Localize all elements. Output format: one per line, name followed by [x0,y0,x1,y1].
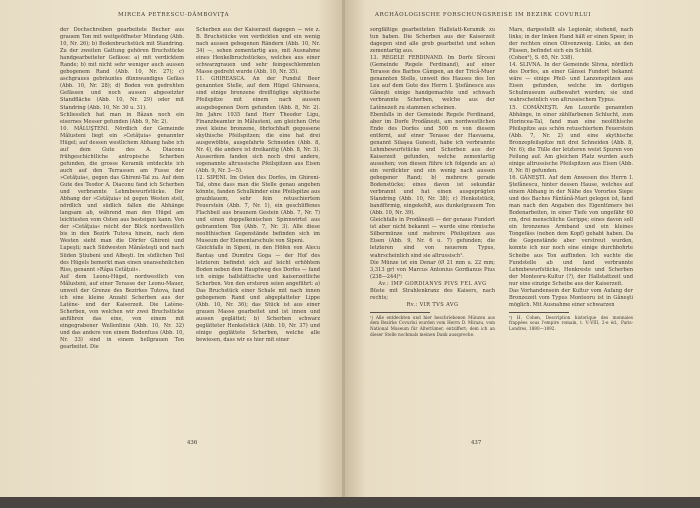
coin-obverse-inscription: Av.: IMP GORDIANVS PIVS FEL AVG [378,280,487,287]
paragraph: Auf dem Leonu-Hügel, nordwestlich von Mălusteni, auf einer Terasse der Leonu-Mauer, unweit der Grenze des Bezirkes Tutova, fand ich eine kleine Anzahl Scherben aus der Latène- und der Kaiserzeit. Die Latène-Scherben, von welchen wir zwei Bruchstücke anführen das eine, von einem mit eingegrabener Wellenlinie (Abb. 10, Nr. 32) und das andere von einem Bodenfuss (Abb. 10, Nr. 33) sind in einem hellgrauen Ton gearbeitet. Die [60,273,184,351]
footnote-rule [509,312,569,313]
paragraph: Gleichfalls in Prodănești — der genaue Fundort ist aber nicht bekannt — wurde eine römische Silbermünze und mehrere Pfeilspitzen aus Eisen (Abb. 9, Nr. 6 u. 7) gefunden; die letzteren sind von neuerem Typus, wahrscheinlich sind sie altrussisch¹. [370,217,495,259]
left-column-2 [196,27,320,432]
footnote-rule [370,312,430,313]
paragraph: sorgfältige gearbeiteten Hallstatt-Keramik zu tun haben. Die Scherben aus der Kaiserzeit dagegen sind alle grob gearbeitet und sehen zementartig aus. [370,27,495,55]
right-column-2 [509,27,633,437]
left-running-head: MIRCEA PETRESCU-DÂMBOVIŢA [118,12,230,18]
left-page [0,0,345,497]
left-page-number: 436 [187,440,198,446]
paragraph: Die Münze ist ein Denar (Ø 21 mm u. 22 mm; 3,313 gr) von Marcus Antonius Gordianus Pius (238—244)²: [370,259,495,280]
paragraph: 13. REGELE FERDINAND. Im Dorfe Sîrceni (Gemeinde Regele Ferdinand), auf einer Terasse des Barbos Câmpen, an der Trică-Muer genannten Stelle, unweit des Hauses des Ion Leu auf dem Gute des Herrn I. Ştefănescu aus Găneşti einige handgemachte und schwach verbrannte Scherben, welche aus der Latènezeit zu stammen scheinen. [370,55,495,111]
paragraph: Mars, dargestellt als Legionär, stehend, nach links; in der linken Hand hält er einen Speer, in der rechten einen Olivenzweig. Links, an den Füssen, befindet sich ein Schild. [509,27,633,55]
paragraph: 14. SLIVNA. In der Gemeinde Slivna, nördlich des Dorfes, an einer Gânsei Fundort bekannt wäre — einige Pfeil- und Lanzenspitzen aus Eisen gefunden, welche im dortigen Schulmuseum aufbewahrt wurden; sie sind wahrscheinlich von altrussischem Typus. [509,62,633,104]
paragraph: Schliesslich hat man in Bâzan noch ein eisernes Messer gefunden (Abb. 9, Nr. 2). [60,111,184,125]
paragraph: 10. MĂLUŞTENI. Nördlich der Gemeinde Mălusteni liegt ein »Cetăţuia« genannter Hügel; auf dessen westlichem Abhang habe ich auf dem Gute des A. Diaconu frühgeschichtliche antropische Scherben gefunden, die grosse Keramik entdeckte ich auch auf den Terrassen am Fusse der »Cetăţuia«, gegen das Ghireni-Tal zu. Auf dem Gute des Teodor A. Diaconu fand ich Scherben und verbrannte Lehmbewurfstücke. Der Abhang der »Cetăţuia« ist gegen Westen steil, nördlich und südlich fallen die Abhänge langsam ab, während man den Hügel am leichtesten vom Osten aus besteigen kann. Von der »Cetăţuia« reicht der Blick nordwestlich bis in den Bezirk Tutova hinein, nach dem Westen sieht man die Dörfer Ghireni und Lupeşti; nach Südwesten Mănăsteşti und nach Süden Ştiubeni und Albeşti. Im südlichen Teil des Hügels bemerkt man einen unansehnlichen Riss, genannt »Râpa Cetăţuii«. [60,125,184,273]
footnote-2: ²) H. Cohen, Description historique des monnaies frappées sous l'empire romain, t. V.-VIII, 2-e éd., Paris-Londres, 1880—1892. [509,314,633,332]
paragraph: (Cohen²), S. 65, Nr. 338). [509,55,574,62]
paragraph: 12. SIPENI. Im Osten des Dorfes, im Ghireni-Tal, ohne dass man die Stelle genau angeben könnte, fanden Schulkinder eine Pfeilspitze aus graublauem, sehr fein retuschiertem Feuerstein (Abb. 7, Nr. 1), ein geschliffenes Flachbeil aus braunem Gestein (Abb. 7, Nr. 7) und einen doppelkonischen Spinnwirtel aus gebranntem Ton (Abb. 7, Nr. 3). Alle diese neolithischen Gegenstände befinden sich im Museum der Elementarschule von Sipeni. [196,174,320,245]
right-column-1 [370,27,495,437]
right-page-number: 437 [471,440,482,446]
paragraph: 11. GHIREASCA. An der Fundul Beer genannten Stelle, auf dem Hügel Ghireasca, sind einige bronzene dreiflüglige skythische Pfeilspitze mit einem nach aussen ausgebogenen Dorn gefunden (Abb. 8, Nr. 2). Im Jahre 1935 fand Herr Theodor Ligu, Finanzbeamter in Mălusteni, am gleichen Orte zwei kleine bronzene, öhrlochhaft gegossene skythische Pfeilspitzen; die eine hat drei ausgewölbte, ausgefahrte Schneiden (Abb. 8, Nr. 4), die andere ist dreikantig (Abb. 8, Nr. 3). Ausserdem fanden sich noch drei andere, sogenannte altrussische Pfeilspitzen aus Eisen (Abb. 9, Nr. 3—5). [196,76,320,174]
paragraph: 15. COMĂNEŞTI. Am Lozurile genannten Abhänge, in einer zählfarbenen Schlucht, zum Horincea-Tal, fand man eine neolithische Pfeilspitze aus schön retuschiertem Feuerstein (Abb. 7, Nr. 2) und eine skythische Bronzepfeilspitze mit drei Schneiden (Abb. 8, Nr. 6); die Tülle der letzteren weist Spuren von Feilung auf. Am gleichen Platz wurden auch einige altrussische Pfeilspitzen aus Eisen (Abb. 9, Nr. 8) gefunden. [509,104,633,174]
paragraph: Gleichfalls in Sipeni, in den Höfen von Alecu Bantaș und Dumitru Goga — der Hof des letzteren befindet sich auf leicht erhöhtem Boden neben dem Hauptweg des Dorfes — fand ich einige hallstättische und kaiserzeitliche Scherben. Von den ersteren seien angeführt: a) Das Bruchstück einer Schale mit nach innen gebogenem Rand und abgeplatteter Lippe (Abb. 10, Nr. 36); das Stück ist aus einer grauen Masse gearbeitet und ist innen und aussen geglättet; b) Scherben schwarz geglätteter Henkelstück (Abb. 10, Nr. 37) und einige geglättete Scherben, welche alle bewiesen, dass wir es hier mit einer [196,245,320,344]
left-column-1 [60,27,184,432]
table-surface [0,497,700,508]
coin-reverse-inscription: Rv.: VIR TVS AVG [406,301,459,308]
paragraph: Büste mit Strahlenkranz des Kaisers, nach rechts; [370,287,495,301]
paragraph: Ebenfalls in der Gemeinde Regele Ferdinand, aber im Dorfe Prodănești, am nordwestlichen Ende des Dorfes und 500 m von diesem entfernt, auf einer Terasse der Hasvaena, genannt Silaşea Gunesti, habe ich verbrannte Lehmbewurfstücke und Scherben aus der Kaiserzeit gefunden, welche zementartig aussehen; von diesen führe ich folgende an: a) ein verdickter und ein wenig nach aussen gebogener Rand; b) mehrere gerade Bodenstücke; eines davon ist sekundär verbrannt und hat einen ausgeprägten Standring (Abb. 10, Nr. 38); c) Henkelstück, bandförmig, eingekehlt, aus dunkelgrauem Ton (Abb. 10, Nr. 39). [370,111,495,217]
footnote-1: ¹) Alle entdeckten und hier beschriebenen Münzen aus dem Bezirke Covurlui wurden vom Herrn D. Mirazu, vom National Museum für Altertümer, entziffert; dem ich an dieser Stelle nochmals meinen Dank ausspreche. [370,314,495,337]
paragraph: 16. GĂNEŞTI. Auf dem Anwesen des Herrn I. Ştefănescu, hinter dessen Hause, welches auf einem Abhang in der Nähe des Vorortes Siepe und des Baches Fântână-Mari gelegen ist, fand man nach den Angaben des Eigentümers bei Bodenarbeiten, in einer Tiefe von ungefähr 60 cm, drei menschliche Gerippe; eines davon soll ein bronzenes Armband und ein kleines Tongefäss (neben dem Kopf) gehabt haben. Da die Gegenstände aber verstreut wurden, konnte ich nur noch eine einige durchbohrte Scheibe aus Ton auffinden. Ich suchte die Fundstelle ab und fand verbrannte Lehmbewurfstücke, Henkreste und Scherben der Monteoru-Kultur (?), der Hallstattzeit und nur eine einzige Scheibe aus der Kaiserzeit. [509,174,633,287]
right-running-head: ARCHÄOLOGISCHE FORSCHUNGSREISE IM BEZIRK COVURLUI [375,12,592,18]
paragraph: Scherben aus der Kaiserzeit dagegen — wie z. B. Bruchstücke von verdickten und ein wenig nach aussen gebogenen Rändern (Abb. 10, Nr. 34) —, sehen zementartig aus, mit Ausnahme eines Henkelbruchstückes, welches aus einer schwarzgrauen und sehr feingeschlemmten Masse gedreht wurde (Abb. 10, Nr. 35). [196,27,320,76]
paragraph: Das Vorhandensein der Kultur vom Aufang der Bronzezeit vom Typus Monteoru ist in Găneşti möglich. Mit Ausnahme einer schwarzen [509,287,633,308]
paragraph: der Dochschreiben gearbeitete Becher aus grauem Ton mit weitgeöffneter Mündung (Abb. 10, Nr. 26); b) Bodenbruchstück mit Standring. Zu der zweiten Gattung gehören Bruchstücke handgearbeiteter Gefässe: a) mit verdicktem Rande; b) mit nicht sehr weniger auch aussen gebogenem Rand (Abb. 10, Nr. 27); c) aschgraues gebräuntes dünnwandiges Gefäss (Abb. 10, Nr. 28); d) Boden von gedrehten Gefässen und noch aussen abgesetzter Standfläche (Abb. 10, Nr. 29) oder mit Standring (Abb. 10, Nr. 30 u. 31). [60,27,184,111]
right-page [345,0,700,497]
